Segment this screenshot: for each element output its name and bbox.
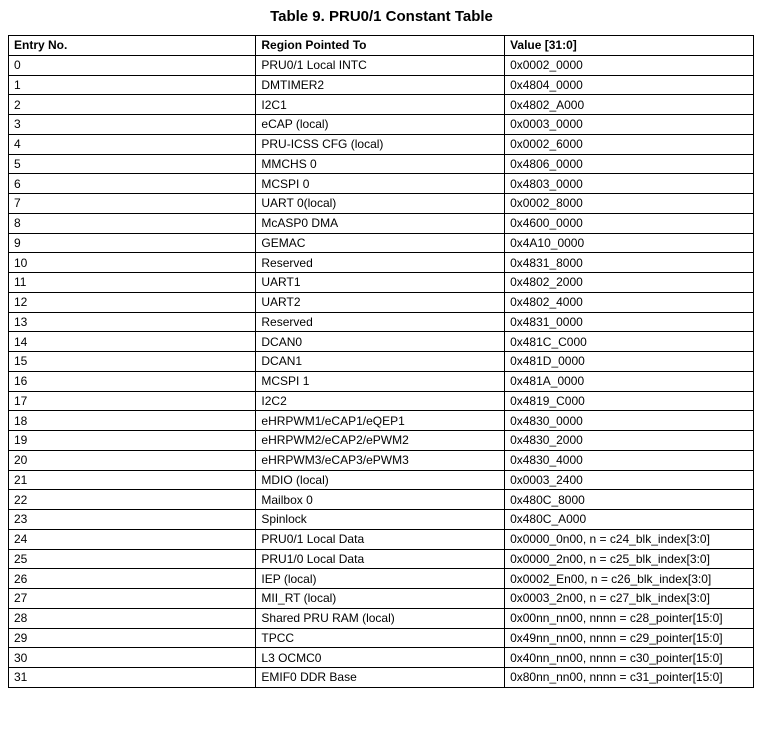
region-cell: DCAN0 [256, 332, 505, 352]
region-cell: Spinlock [256, 510, 505, 530]
entry-no-cell: 19 [9, 431, 256, 451]
table-row [9, 431, 754, 451]
entry-no-cell: 13 [9, 312, 256, 332]
table-row [9, 194, 754, 214]
region-cell: eHRPWM1/eCAP1/eQEP1 [256, 411, 505, 431]
table-row [9, 391, 754, 411]
entry-no-cell: 9 [9, 233, 256, 253]
region-cell: PRU0/1 Local Data [256, 529, 505, 549]
region-cell: McASP0 DMA [256, 213, 505, 233]
header-entry-no: Entry No. [9, 36, 256, 56]
value-cell: 0x481D_0000 [505, 352, 754, 372]
table-row [9, 589, 754, 609]
table-row [9, 352, 754, 372]
table-row [9, 529, 754, 549]
value-cell: 0x4830_4000 [505, 450, 754, 470]
table-row [9, 628, 754, 648]
entry-no-cell: 26 [9, 569, 256, 589]
region-cell: Mailbox 0 [256, 490, 505, 510]
table-row [9, 549, 754, 569]
region-cell: UART2 [256, 292, 505, 312]
table-row [9, 273, 754, 293]
value-cell: 0x0002_8000 [505, 194, 754, 214]
value-cell: 0x4831_8000 [505, 253, 754, 273]
table-row [9, 569, 754, 589]
value-cell: 0x4802_2000 [505, 273, 754, 293]
value-cell: 0x40nn_nn00, nnnn = c30_pointer[15:0] [505, 648, 754, 668]
entry-no-cell: 11 [9, 273, 256, 293]
entry-no-cell: 30 [9, 648, 256, 668]
table-row [9, 510, 754, 530]
entry-no-cell: 15 [9, 352, 256, 372]
entry-no-cell: 22 [9, 490, 256, 510]
table-header-row [9, 36, 754, 56]
value-cell: 0x4819_C000 [505, 391, 754, 411]
region-cell: I2C2 [256, 391, 505, 411]
entry-no-cell: 28 [9, 608, 256, 628]
value-cell: 0x4830_0000 [505, 411, 754, 431]
value-cell: 0x00nn_nn00, nnnn = c28_pointer[15:0] [505, 608, 754, 628]
value-cell: 0x480C_A000 [505, 510, 754, 530]
region-cell: eHRPWM2/eCAP2/ePWM2 [256, 431, 505, 451]
region-cell: DCAN1 [256, 352, 505, 372]
value-cell: 0x4802_4000 [505, 292, 754, 312]
table-row [9, 470, 754, 490]
table-row [9, 648, 754, 668]
entry-no-cell: 10 [9, 253, 256, 273]
entry-no-cell: 18 [9, 411, 256, 431]
entry-no-cell: 5 [9, 154, 256, 174]
table-row [9, 233, 754, 253]
region-cell: eCAP (local) [256, 115, 505, 135]
value-cell: 0x0003_0000 [505, 115, 754, 135]
value-cell: 0x4831_0000 [505, 312, 754, 332]
value-cell: 0x4806_0000 [505, 154, 754, 174]
table-row [9, 668, 754, 688]
value-cell: 0x0000_2n00, n = c25_blk_index[3:0] [505, 549, 754, 569]
entry-no-cell: 4 [9, 134, 256, 154]
value-cell: 0x80nn_nn00, nnnn = c31_pointer[15:0] [505, 668, 754, 688]
region-cell: PRU0/1 Local INTC [256, 55, 505, 75]
value-cell: 0x481A_0000 [505, 371, 754, 391]
entry-no-cell: 31 [9, 668, 256, 688]
entry-no-cell: 14 [9, 332, 256, 352]
table-row [9, 55, 754, 75]
entry-no-cell: 2 [9, 95, 256, 115]
region-cell: EMIF0 DDR Base [256, 668, 505, 688]
value-cell: 0x4830_2000 [505, 431, 754, 451]
entry-no-cell: 29 [9, 628, 256, 648]
value-cell: 0x0002_En00, n = c26_blk_index[3:0] [505, 569, 754, 589]
value-cell: 0x4600_0000 [505, 213, 754, 233]
value-cell: 0x4804_0000 [505, 75, 754, 95]
table-row [9, 253, 754, 273]
region-cell: PRU1/0 Local Data [256, 549, 505, 569]
table-row [9, 450, 754, 470]
value-cell: 0x0002_6000 [505, 134, 754, 154]
value-cell: 0x0002_0000 [505, 55, 754, 75]
header-value: Value [31:0] [505, 36, 754, 56]
entry-no-cell: 21 [9, 470, 256, 490]
value-cell: 0x0003_2n00, n = c27_blk_index[3:0] [505, 589, 754, 609]
table-row [9, 292, 754, 312]
entry-no-cell: 25 [9, 549, 256, 569]
region-cell: TPCC [256, 628, 505, 648]
value-cell: 0x4802_A000 [505, 95, 754, 115]
table-row [9, 154, 754, 174]
value-cell: 0x0003_2400 [505, 470, 754, 490]
region-cell: Reserved [256, 312, 505, 332]
region-cell: DMTIMER2 [256, 75, 505, 95]
value-cell: 0x481C_C000 [505, 332, 754, 352]
entry-no-cell: 12 [9, 292, 256, 312]
table-row [9, 174, 754, 194]
entry-no-cell: 0 [9, 55, 256, 75]
table-row [9, 490, 754, 510]
entry-no-cell: 20 [9, 450, 256, 470]
region-cell: MII_RT (local) [256, 589, 505, 609]
region-cell: UART1 [256, 273, 505, 293]
region-cell: L3 OCMC0 [256, 648, 505, 668]
table-row [9, 608, 754, 628]
value-cell: 0x480C_8000 [505, 490, 754, 510]
table-row [9, 95, 754, 115]
value-cell: 0x4A10_0000 [505, 233, 754, 253]
header-region: Region Pointed To [256, 36, 505, 56]
entry-no-cell: 16 [9, 371, 256, 391]
table-row [9, 332, 754, 352]
region-cell: MCSPI 0 [256, 174, 505, 194]
region-cell: MDIO (local) [256, 470, 505, 490]
region-cell: MMCHS 0 [256, 154, 505, 174]
table-row [9, 213, 754, 233]
region-cell: IEP (local) [256, 569, 505, 589]
entry-no-cell: 24 [9, 529, 256, 549]
entry-no-cell: 7 [9, 194, 256, 214]
table-row [9, 411, 754, 431]
entry-no-cell: 6 [9, 174, 256, 194]
region-cell: GEMAC [256, 233, 505, 253]
region-cell: I2C1 [256, 95, 505, 115]
entry-no-cell: 8 [9, 213, 256, 233]
entry-no-cell: 27 [9, 589, 256, 609]
entry-no-cell: 17 [9, 391, 256, 411]
value-cell: 0x0000_0n00, n = c24_blk_index[3:0] [505, 529, 754, 549]
region-cell: eHRPWM3/eCAP3/ePWM3 [256, 450, 505, 470]
table-row [9, 75, 754, 95]
table-row [9, 134, 754, 154]
value-cell: 0x4803_0000 [505, 174, 754, 194]
table-row [9, 371, 754, 391]
region-cell: UART 0(local) [256, 194, 505, 214]
constant-table [8, 35, 754, 688]
entry-no-cell: 1 [9, 75, 256, 95]
table-row [9, 115, 754, 135]
entry-no-cell: 3 [9, 115, 256, 135]
table-row [9, 312, 754, 332]
entry-no-cell: 23 [9, 510, 256, 530]
region-cell: MCSPI 1 [256, 371, 505, 391]
value-cell: 0x49nn_nn00, nnnn = c29_pointer[15:0] [505, 628, 754, 648]
region-cell: Reserved [256, 253, 505, 273]
region-cell: Shared PRU RAM (local) [256, 608, 505, 628]
region-cell: PRU-ICSS CFG (local) [256, 134, 505, 154]
table-title: Table 9. PRU0/1 Constant Table [270, 8, 493, 25]
table-body [9, 55, 754, 687]
